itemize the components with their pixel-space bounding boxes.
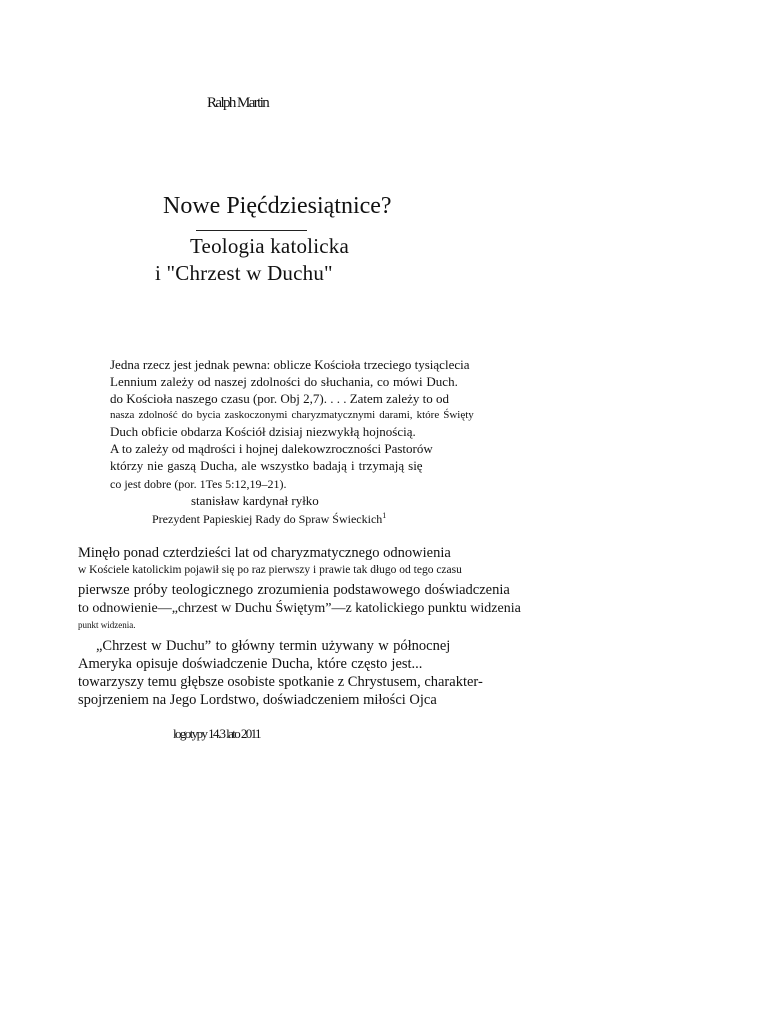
epigraph-line: nasza zdolność do bycia zaskoczonymi charyzmatycznymi darami, które Święty bbox=[110, 409, 474, 421]
paragraph-line: punkt widzenia. bbox=[78, 620, 136, 630]
paragraph-line: „Chrzest w Duchu” to główny termin używany w północnej bbox=[96, 638, 451, 654]
epigraph-line: Lennium zależy od naszej zdolności do słuchania, co mówi Duch. bbox=[110, 374, 458, 389]
paragraph-line: Ameryka opisuje doświadczenie Ducha, które często jest... bbox=[78, 656, 423, 672]
footnote-marker: 1 bbox=[382, 511, 387, 520]
subtitle-line-1: Teologia katolicka bbox=[190, 234, 349, 258]
author-name: Ralph Martin bbox=[207, 95, 269, 111]
subtitle-line-2: i "Chrzest w Duchu" bbox=[155, 261, 333, 285]
document-title: Nowe Pięćdziesiątnice? bbox=[163, 193, 392, 219]
epigraph-role bbox=[152, 511, 386, 527]
epigraph-line: którzy nie gaszą Ducha, ale wszystko badają i trzymają się bbox=[110, 458, 423, 473]
epigraph-line: do Kościoła naszego czasu (por. Obj 2,7). . . . Zatem zależy to od bbox=[110, 391, 449, 406]
epigraph-line: Jedna rzecz jest jednak pewna: oblicze Kościoła trzeciego tysiąclecia bbox=[110, 357, 470, 372]
journal-footer: logotypy 14.3 lato 2011 bbox=[173, 726, 260, 741]
epigraph-line: co jest dobre (por. 1Tes 5:12,19–21). bbox=[110, 477, 287, 491]
title-divider bbox=[196, 230, 307, 231]
paragraph-line: to odnowienie—„chrzest w Duchu Świętym”—z katolickiego punktu widzenia bbox=[78, 601, 521, 616]
paragraph-line: spojrzeniem na Jego Lordstwo, doświadczeniem miłości Ojca bbox=[78, 692, 437, 708]
epigraph-role-text: Prezydent Papieskiej Rady do Spraw Świeckich bbox=[152, 512, 383, 526]
epigraph-line: A to zależy od mądrości i hojnej dalekowzroczności Pastorów bbox=[110, 441, 433, 456]
paragraph-line: w Kościele katolickim pojawił się po raz pierwszy i prawie tak długo od tego czasu bbox=[78, 564, 462, 576]
epigraph-line: Duch obficie obdarza Kościół dzisiaj niezwykłą hojnością. bbox=[110, 424, 416, 439]
paragraph-line: pierwsze próby teologicznego zrozumienia podstawowego doświadczenia bbox=[78, 582, 510, 598]
paragraph-line: towarzyszy temu głębsze osobiste spotkanie z Chrystusem, charakter- bbox=[78, 674, 483, 690]
paragraph-line: Minęło ponad czterdzieści lat od charyzmatycznego odnowienia bbox=[78, 545, 451, 561]
epigraph-signature: stanisław kardynał ryłko bbox=[191, 493, 319, 508]
